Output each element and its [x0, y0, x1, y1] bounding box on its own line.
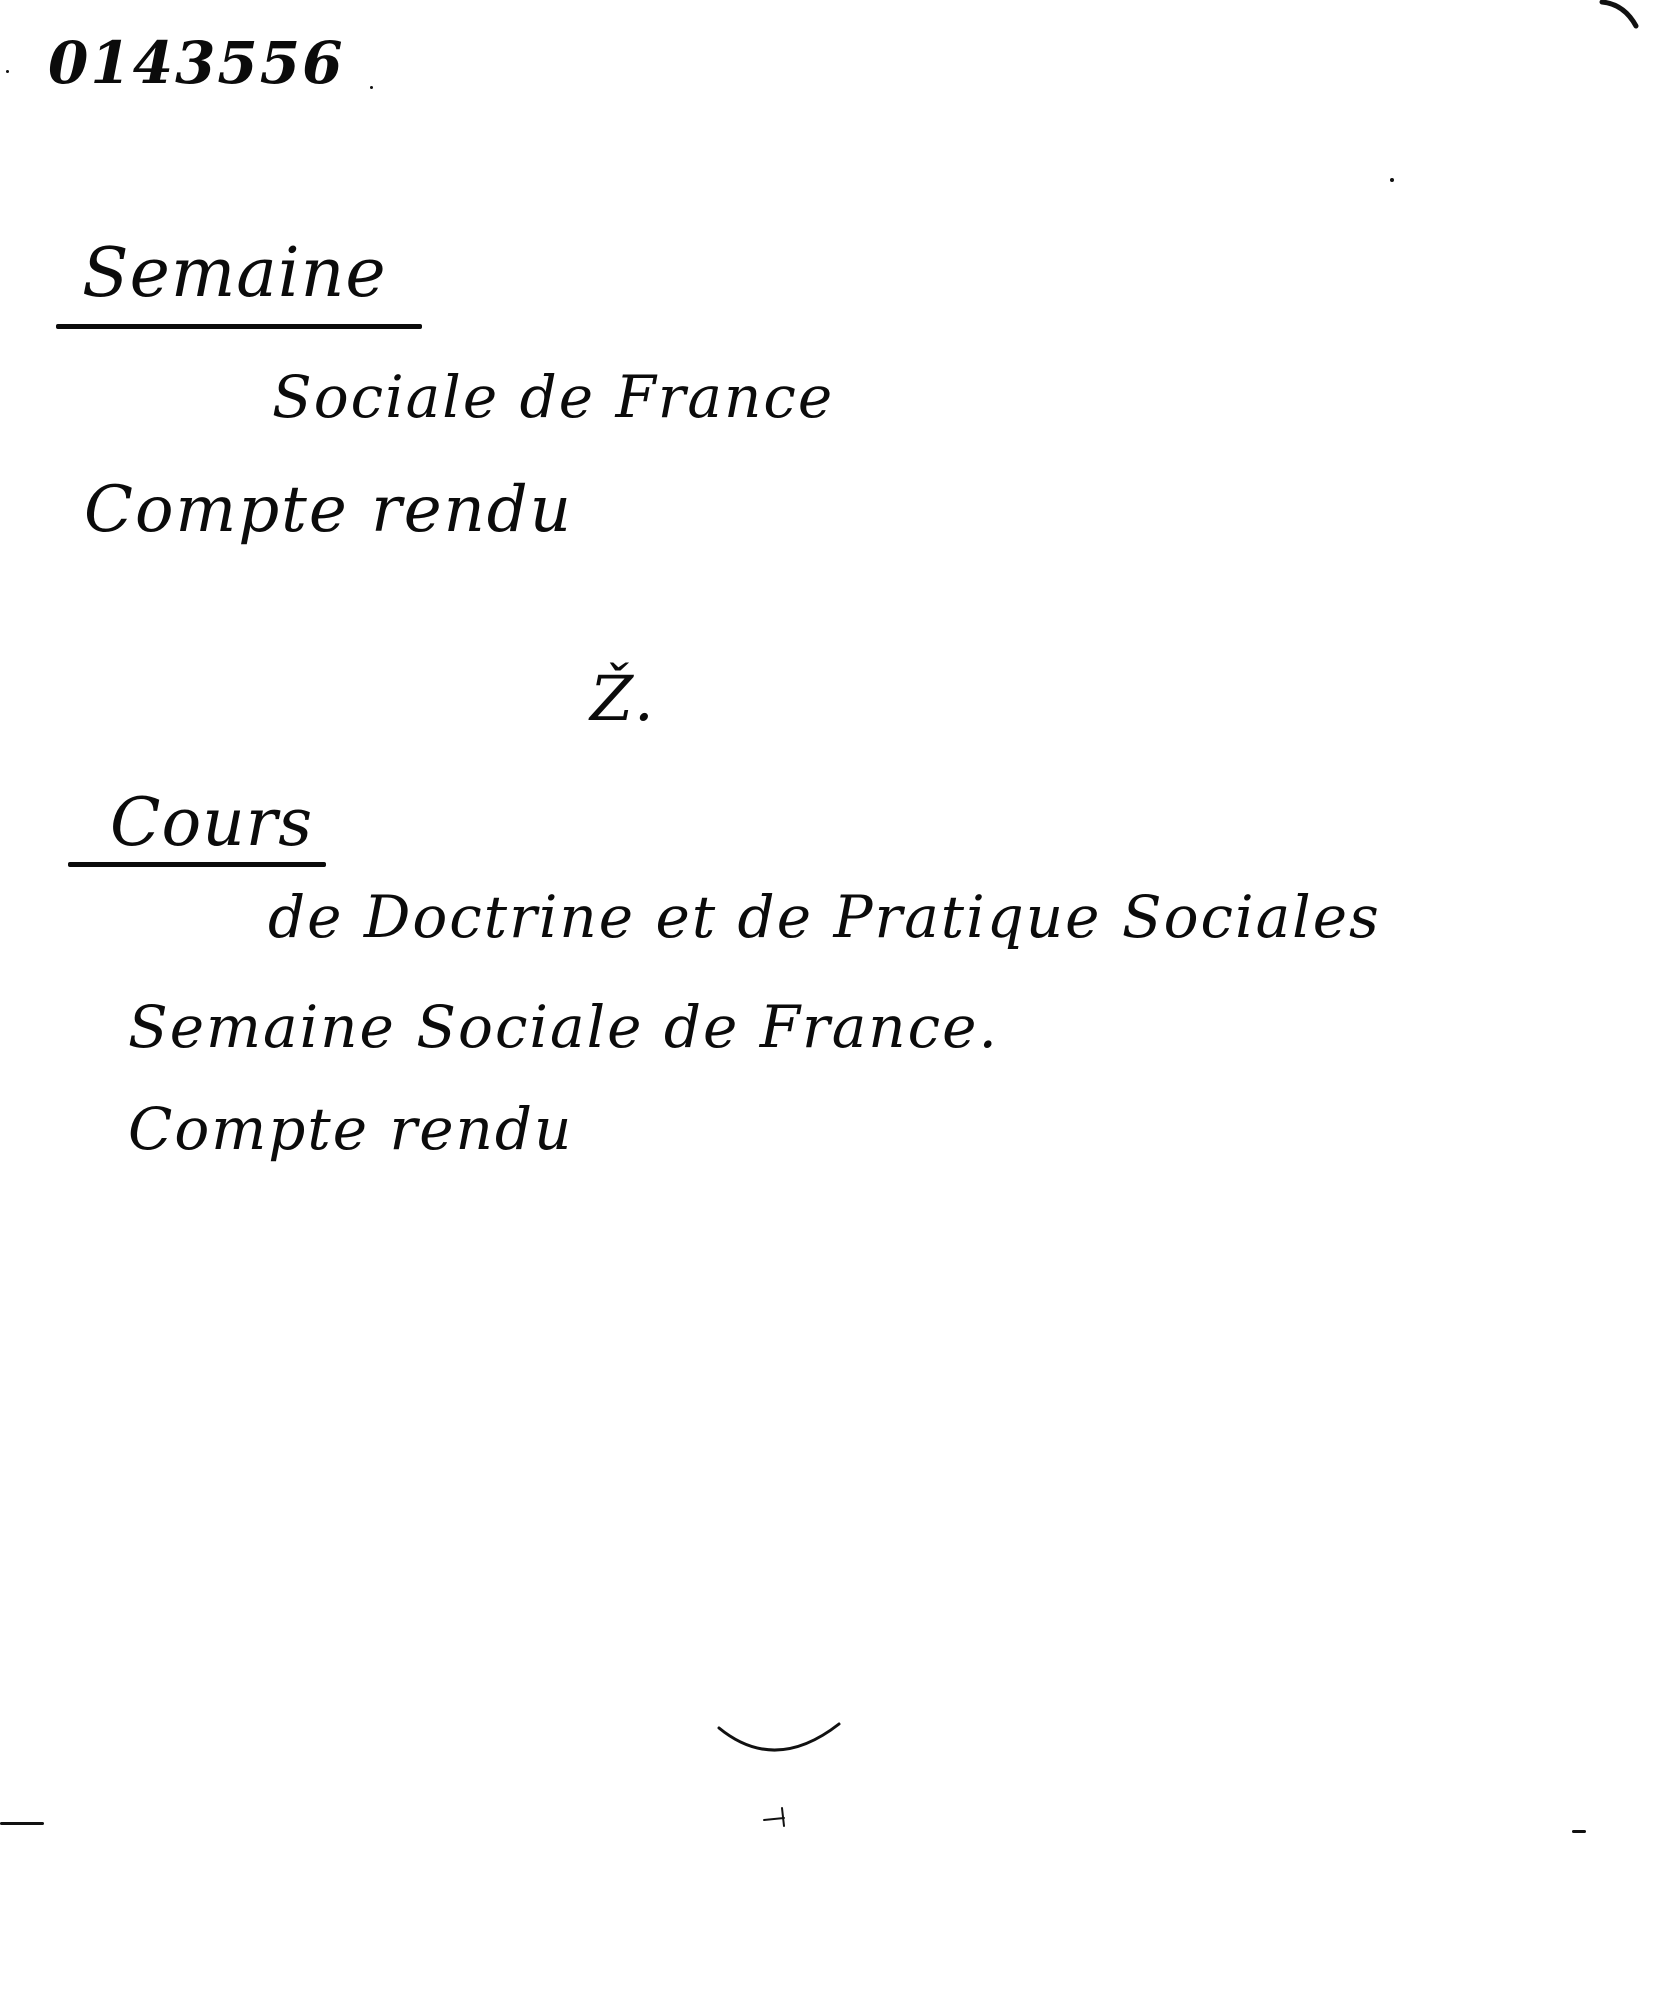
corner-curl-mark: [1600, 0, 1640, 30]
section2-line-2: Semaine Sociale de France.: [128, 993, 999, 1061]
top-left-dot: [6, 70, 9, 73]
section2-heading: Cours: [110, 784, 314, 861]
section2-line-3: Compte rendu: [128, 1095, 574, 1163]
bottom-arc-mark: [715, 1720, 845, 1780]
bottom-tick-mark: [762, 1800, 802, 1830]
mid-dot: [370, 86, 373, 89]
section1-heading-underline: [56, 324, 422, 329]
right-edge-mark: [1572, 1830, 1586, 1833]
cross-reference: Ž.: [590, 662, 656, 735]
left-edge-mark: [0, 1822, 44, 1825]
section1-line-2: Compte rendu: [84, 473, 573, 547]
section1-heading: Semaine: [82, 234, 387, 313]
section1-line-1: Sociale de France: [272, 363, 835, 431]
catalog-number: 0143556: [48, 29, 345, 97]
section2-heading-underline: [68, 862, 326, 867]
section2-line-1: de Doctrine et de Pratique Sociales: [268, 883, 1381, 951]
top-right-dot: [1390, 178, 1394, 182]
